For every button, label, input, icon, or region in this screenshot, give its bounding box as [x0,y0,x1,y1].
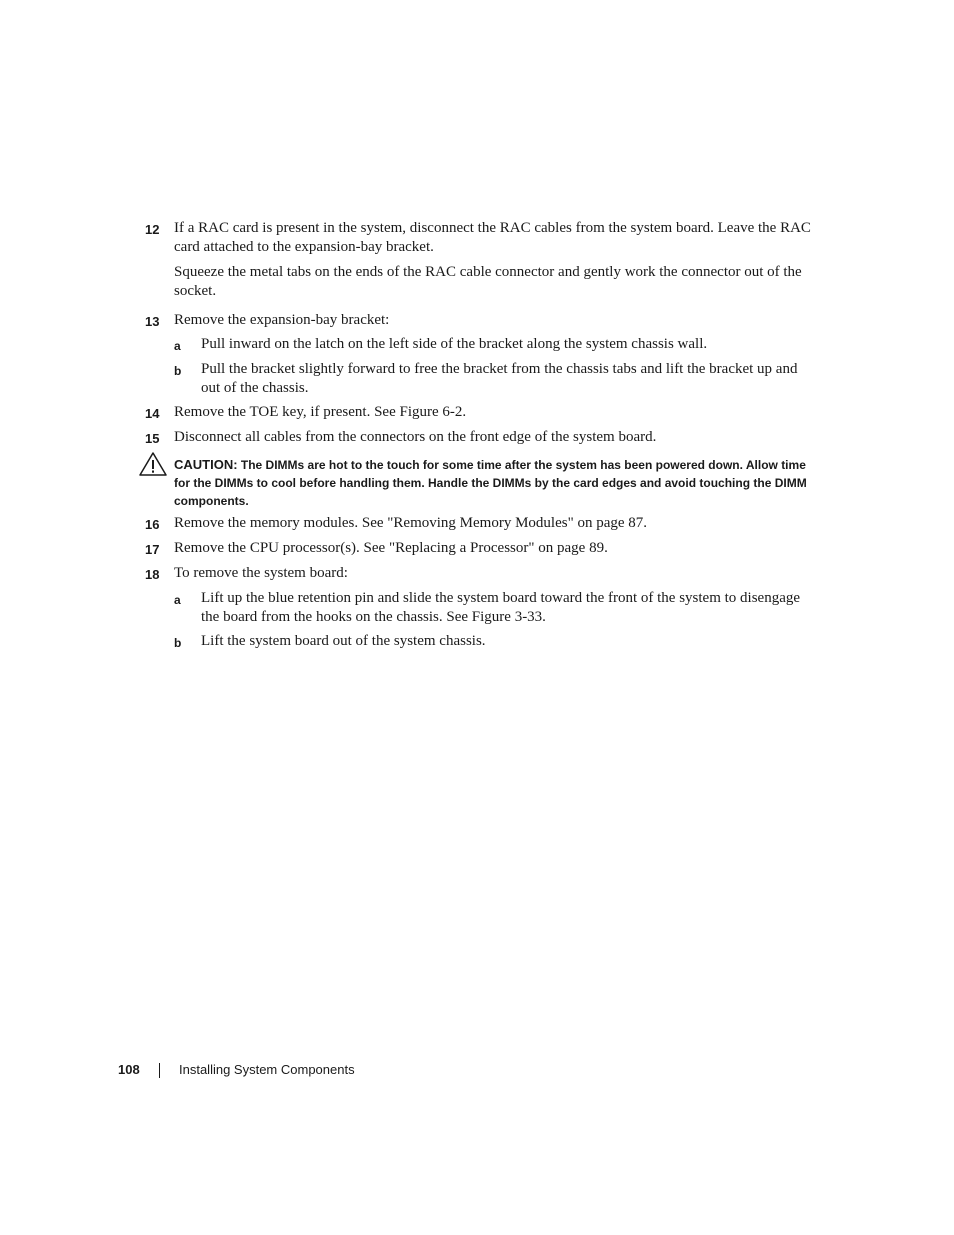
step-number: 15 [145,431,160,446]
substep-letter: b [174,364,182,378]
page-number: 108 [118,1062,140,1077]
step-number: 13 [145,314,160,329]
step-number: 17 [145,542,160,557]
caution-text: The DIMMs are hot to the touch for some time after the system has been powered down. Allow time for the DIMMs to cool before handling them. Handle the DIMMs by the card edges and avoid touching the DIMM components. [174,458,807,508]
substep-text: Pull the bracket slightly forward to free the bracket from the chassis tabs and lift the bracket up and out of the chassis. [201,361,798,396]
warning-triangle-icon [139,452,167,476]
step-text: Remove the expansion-bay bracket: [174,312,390,328]
caution-note [174,456,814,510]
section-title: Installing System Components [179,1062,355,1077]
step-text: To remove the system board: [174,565,348,581]
step-number: 14 [145,406,160,421]
footer-divider [159,1063,160,1078]
step-text: Remove the memory modules. See "Removing Memory Modules" on page 87. [174,515,648,531]
caution-label: CAUTION: [174,457,238,472]
substep-text: Lift up the blue retention pin and slide the system board toward the front of the system to disengage the board from the hooks on the chassis. See Figure 3-33. [201,590,801,625]
substep-letter: a [174,593,181,607]
step-number: 12 [145,222,160,237]
step-text: Remove the CPU processor(s). See "Replacing a Processor" on page 89. [174,540,608,556]
substep-letter: b [174,636,182,650]
substep-text: Pull inward on the latch on the left side of the bracket along the system chassis wall. [201,336,708,352]
step-number: 16 [145,517,160,532]
substep-letter: a [174,339,181,353]
step-text: Disconnect all cables from the connectors on the front edge of the system board. [174,429,657,445]
step-12-note: Squeeze the metal tabs on the ends of the RAC cable connector and gently work the connector out of the socket. [174,264,802,299]
substep-text: Lift the system board out of the system chassis. [201,633,486,649]
step-text: If a RAC card is present in the system, disconnect the RAC cables from the system board. Leave the RAC card attached to the expansion-bay bracket. [174,220,811,255]
step-text: Remove the TOE key, if present. See Figure 6-2. [174,404,467,420]
step-number: 18 [145,567,160,582]
